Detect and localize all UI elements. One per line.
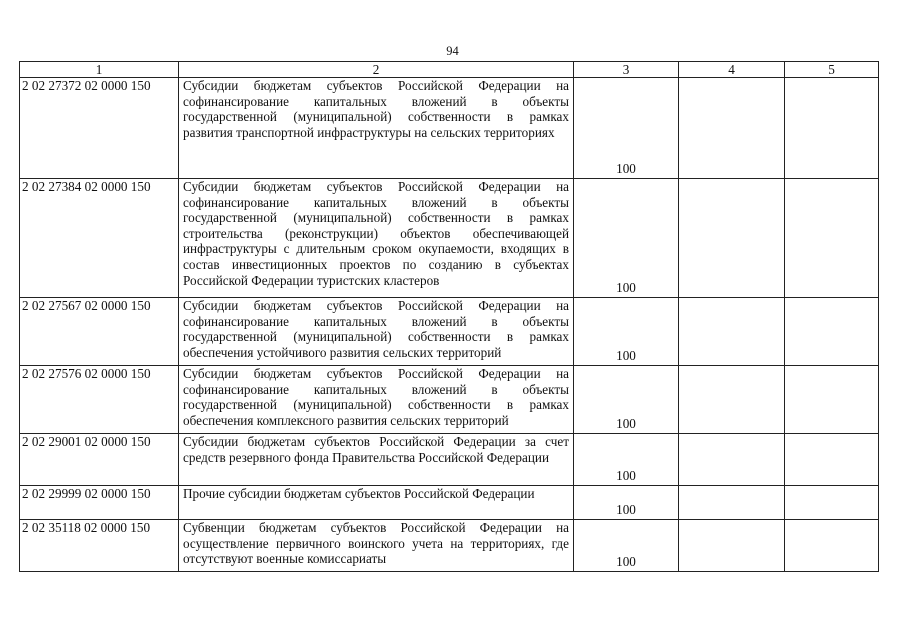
- description-cell: Прочие субсидии бюджетам субъектов Российской Федерации: [179, 486, 574, 520]
- description-cell: Субсидии бюджетам субъектов Российской Федерации на софинансирование капитальных вложений в объекты государственной (муниципальной) собственности в рамках строительства (реконструкции) объектов обеспечивающей инфраструктуры с длительным сроком окупаемости, входящих в состав инвестиционных проектов по созданию в субъектах Российской Федерации туристских кластеров: [179, 179, 574, 298]
- budget-code-cell: 2 02 27567 02 0000 150: [20, 298, 179, 366]
- value-cell-col3: [574, 78, 679, 179]
- value-cell-col5: [785, 298, 879, 366]
- value-cell-col3: [574, 520, 679, 572]
- value-text: 100: [616, 280, 636, 296]
- budget-code-cell: 2 02 29001 02 0000 150: [20, 434, 179, 486]
- value-text: 100: [616, 161, 636, 177]
- value-cell-col4: [679, 520, 785, 572]
- value-cell-col5: [785, 78, 879, 179]
- table-row: [20, 78, 879, 179]
- table-row: [20, 520, 879, 572]
- description-cell: Субсидии бюджетам субъектов Российской Федерации за счет средств резервного фонда Правительства Российской Федерации: [179, 434, 574, 486]
- value-cell-col3: [574, 486, 679, 520]
- value-cell-col4: [679, 78, 785, 179]
- budget-code-cell: 2 02 27372 02 0000 150: [20, 78, 179, 179]
- column-header-1: 1: [20, 62, 179, 78]
- value-text: 100: [616, 468, 636, 484]
- value-cell-col4: [679, 298, 785, 366]
- page-number: 94: [446, 44, 459, 58]
- value-cell-col4: [679, 366, 785, 434]
- value-cell-col3: [574, 434, 679, 486]
- table-row: [20, 298, 879, 366]
- value-cell-col3: [574, 179, 679, 298]
- value-cell-col5: [785, 520, 879, 572]
- value-text: 100: [616, 502, 636, 518]
- table-row: [20, 366, 879, 434]
- table-row: [20, 486, 879, 520]
- value-cell-col5: [785, 486, 879, 520]
- value-cell-col5: [785, 179, 879, 298]
- value-cell-col4: [679, 486, 785, 520]
- column-header-4: 4: [679, 62, 785, 78]
- budget-code-cell: 2 02 27384 02 0000 150: [20, 179, 179, 298]
- value-text: 100: [616, 416, 636, 432]
- description-cell: Субсидии бюджетам субъектов Российской Федерации на софинансирование капитальных вложений в объекты государственной (муниципальной) собственности в рамках развития транспортной инфраструктуры на сельских территориях: [179, 78, 574, 179]
- budget-code-cell: 2 02 29999 02 0000 150: [20, 486, 179, 520]
- value-cell-col5: [785, 366, 879, 434]
- table-header-row: [20, 62, 879, 78]
- description-cell: Субвенции бюджетам субъектов Российской Федерации на осуществление первичного воинского учета на территориях, где отсутствуют военные комиссариаты: [179, 520, 574, 572]
- value-text: 100: [616, 554, 636, 570]
- value-cell-col3: [574, 366, 679, 434]
- value-text: 100: [616, 348, 636, 364]
- table-row: [20, 179, 879, 298]
- budget-code-cell: 2 02 27576 02 0000 150: [20, 366, 179, 434]
- description-cell: Субсидии бюджетам субъектов Российской Федерации на софинансирование капитальных вложений в объекты государственной (муниципальной) собственности в рамках обеспечения устойчивого развития сельских территорий: [179, 298, 574, 366]
- value-cell-col4: [679, 179, 785, 298]
- column-header-2: 2: [179, 62, 574, 78]
- budget-code-cell: 2 02 35118 02 0000 150: [20, 520, 179, 572]
- description-cell: Субсидии бюджетам субъектов Российской Федерации на софинансирование капитальных вложений в объекты государственной (муниципальной) собственности в рамках обеспечения комплексного развития сельских территорий: [179, 366, 574, 434]
- budget-code-table: [19, 61, 879, 572]
- value-cell-col5: [785, 434, 879, 486]
- value-cell-col4: [679, 434, 785, 486]
- column-header-5: 5: [785, 62, 879, 78]
- column-header-3: 3: [574, 62, 679, 78]
- table-row: [20, 434, 879, 486]
- value-cell-col3: [574, 298, 679, 366]
